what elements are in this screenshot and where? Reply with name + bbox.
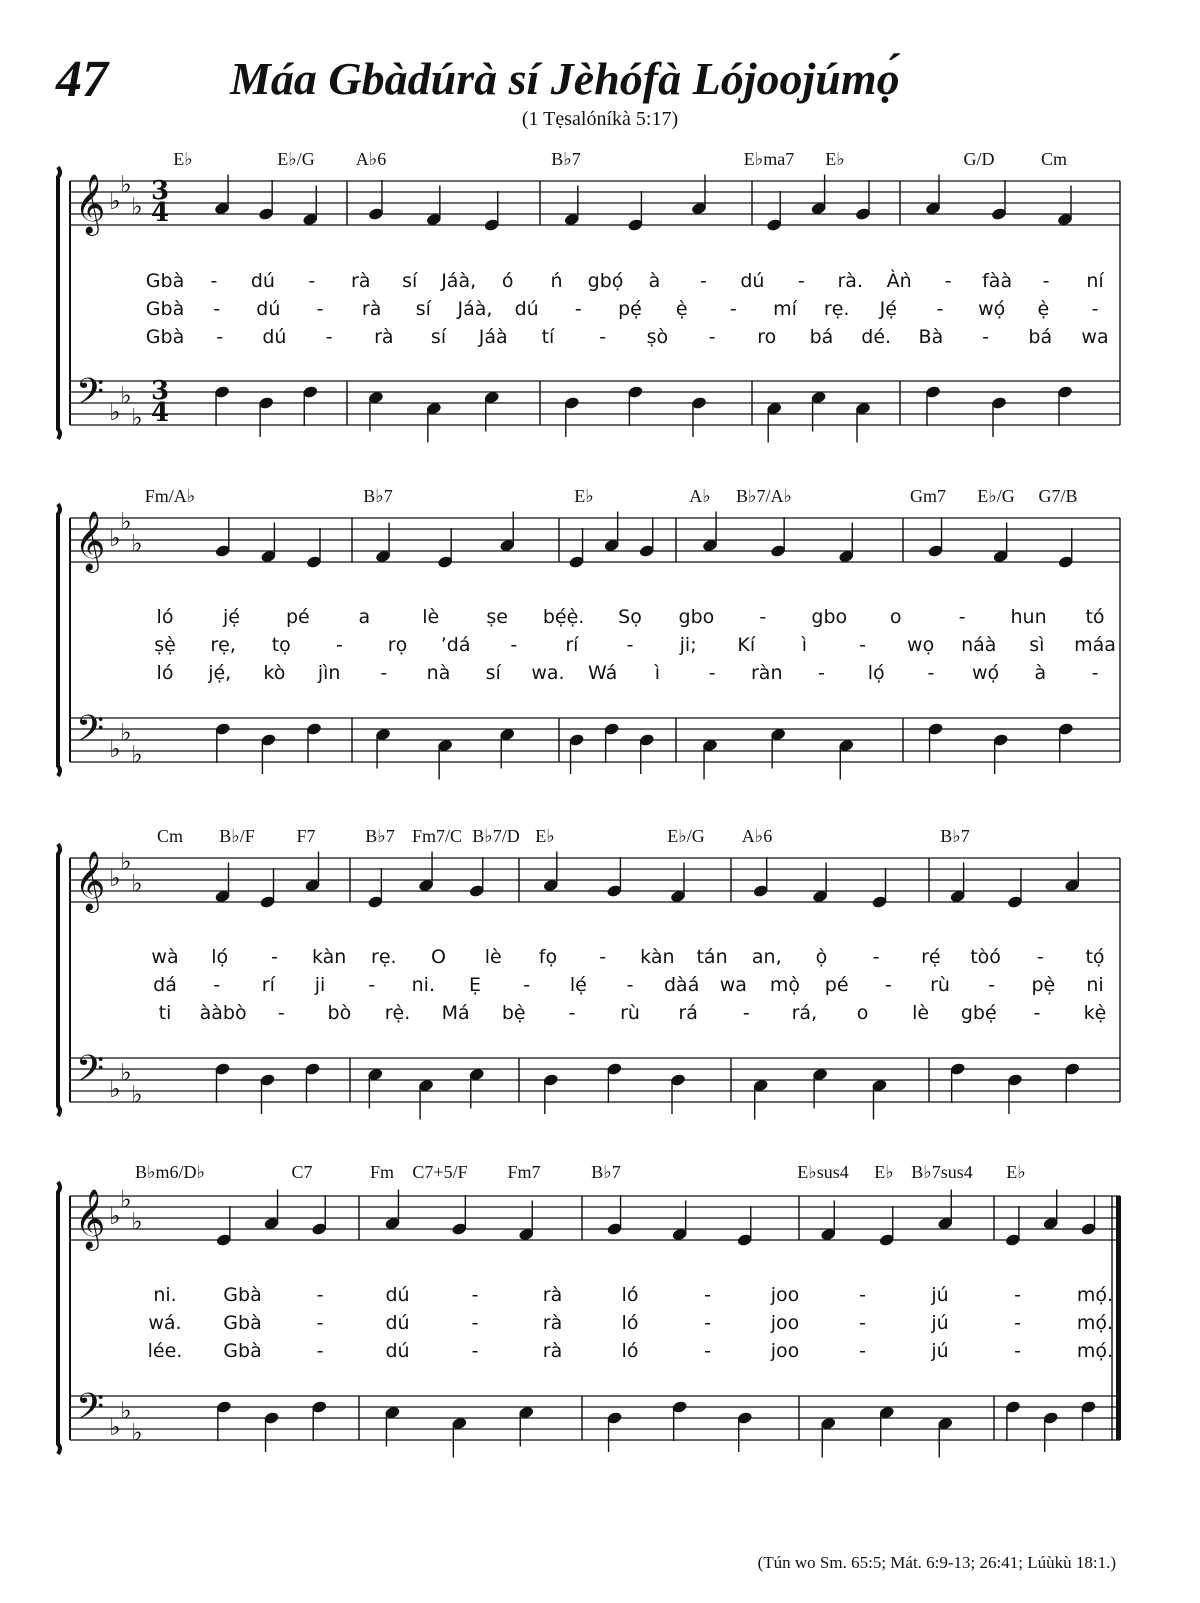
lyric-syllable: rí xyxy=(261,974,275,996)
lyric-syllable: dá xyxy=(153,974,177,996)
lyric-syllable: rá, xyxy=(791,1002,818,1024)
lyric-syllable: wọ xyxy=(907,634,935,656)
lyric-syllable: sí xyxy=(415,298,431,320)
lyric-syllable: ì xyxy=(654,662,660,684)
lyric-syllable: rẹ. xyxy=(371,946,397,968)
lyric-syllable: jú xyxy=(931,1312,949,1334)
bass-clef: 𝄢 xyxy=(75,708,105,759)
lyric-syllable: a xyxy=(358,606,371,628)
treble-clef: 𝄞 xyxy=(74,851,106,911)
lyric-syllable: - xyxy=(859,1340,866,1362)
lyric-syllable: ’dá xyxy=(440,634,471,656)
lyric-syllable: - xyxy=(936,298,944,320)
lyric-syllable: bẹ́ẹ̀. xyxy=(542,606,585,628)
lyric-syllable: dú xyxy=(385,1340,410,1362)
hymn-title: Máa Gbàdúrà sí Jèhófà Lójoojúmọ́ xyxy=(230,53,900,104)
lyric-syllable: à xyxy=(648,270,661,292)
lyric-syllable: wa xyxy=(1081,326,1109,348)
lyric-syllable: - xyxy=(270,946,278,968)
lyric-syllable: - xyxy=(729,298,737,320)
bass-clef: 𝄢 xyxy=(75,1048,105,1099)
treble-clef: 𝄞 xyxy=(74,1189,106,1249)
lyric-syllable: - xyxy=(308,270,316,292)
lyric-syllable: lẹ́ xyxy=(569,974,587,996)
chord-symbol: Fm7/C xyxy=(411,826,463,846)
lyric-syllable: - xyxy=(1033,1002,1041,1024)
lyric-syllable: rù xyxy=(930,974,950,996)
lyric-syllable: tó xyxy=(1085,606,1105,628)
lyric-syllable: sí xyxy=(485,662,501,684)
lyric-syllable: - xyxy=(1014,1340,1021,1362)
lyric-syllable: lọ́ xyxy=(867,662,885,684)
lyric-syllable: tọ xyxy=(271,634,291,656)
lyric-syllable: ni. xyxy=(411,974,436,996)
lyric-syllable: - xyxy=(699,270,707,292)
lyric-syllable: - xyxy=(1036,946,1044,968)
lyric-syllable: sí xyxy=(402,270,418,292)
chord-symbol: E♭/G xyxy=(277,149,315,169)
chord-symbol: E♭sus4 xyxy=(797,1162,849,1182)
lyric-syllable: - xyxy=(742,1002,750,1024)
chord-symbol: B♭7sus4 xyxy=(911,1162,973,1182)
lyric-syllable: - xyxy=(1091,298,1099,320)
chord-symbol: Fm7 xyxy=(507,1162,541,1182)
lyric-syllable: - xyxy=(213,974,221,996)
lyric-syllable: ni xyxy=(1086,974,1104,996)
chord-symbol: B♭7 xyxy=(363,486,393,506)
key-signature-flat: ♭ xyxy=(120,1058,132,1087)
lyric-syllable: jìn xyxy=(317,662,341,684)
lyric-syllable: - xyxy=(316,1284,324,1306)
lyric-syllable: dé. xyxy=(861,326,892,348)
chord-symbol: G/D xyxy=(963,149,995,169)
chord-symbol: E♭/G xyxy=(667,826,705,846)
lyric-syllable: jú xyxy=(931,1284,949,1306)
chord-symbol: B♭7 xyxy=(591,1162,621,1182)
key-signature-flat: ♭ xyxy=(109,1075,121,1103)
key-signature-flat: ♭ xyxy=(109,735,121,763)
chord-symbol: A♭6 xyxy=(741,826,773,846)
lyric-syllable: Àǹ xyxy=(886,270,912,292)
lyric-syllable: - xyxy=(859,1312,866,1334)
lyric-syllable: - xyxy=(368,974,376,996)
lyric-syllable: lọ́ xyxy=(211,946,229,968)
lyric-syllable: sì xyxy=(1029,634,1045,656)
lyric-syllable: rà xyxy=(542,1284,563,1306)
chord-symbol: C7+5/F xyxy=(412,1162,468,1182)
key-signature-flat: ♭ xyxy=(120,847,132,876)
lyric-syllable: wọ́ xyxy=(972,662,1000,684)
lyric-syllable: jẹ́ xyxy=(222,606,240,628)
chord-symbol: A♭6 xyxy=(355,149,387,169)
lyric-syllable: lée. xyxy=(147,1340,183,1362)
lyric-syllable: rà. xyxy=(837,270,864,292)
lyric-syllable: ààbò xyxy=(199,1002,247,1024)
lyric-syllable: - xyxy=(316,298,324,320)
lyric-syllable: kàn xyxy=(640,946,675,968)
chord-symbol: Fm/A♭ xyxy=(144,486,196,506)
lyric-syllable: pé xyxy=(824,974,849,996)
lyric-syllable: - xyxy=(1014,1312,1021,1334)
lyric-syllable: - xyxy=(704,1340,711,1362)
lyric-syllable: gbẹ́ xyxy=(960,1002,997,1024)
lyric-syllable: - xyxy=(277,1002,285,1024)
chord-symbol: Cm xyxy=(156,826,184,846)
lyric-syllable: rẹ, xyxy=(210,634,236,656)
lyric-syllable: tọ́ xyxy=(1085,946,1105,968)
lyric-syllable: - xyxy=(626,974,634,996)
lyric-syllable: lè xyxy=(484,946,502,968)
lyric-syllable: Ẹ xyxy=(468,974,482,996)
chord-symbol: Gm7 xyxy=(910,486,946,506)
time-signature-digit: 4 xyxy=(150,198,170,228)
lyric-syllable: ló xyxy=(621,1340,639,1362)
lyric-syllable: jẹ́, xyxy=(208,662,232,684)
key-signature-flat: ♭ xyxy=(131,529,143,558)
lyric-syllable: - xyxy=(316,1312,324,1334)
lyric-syllable: ṣẹ̀ xyxy=(154,634,176,656)
lyric-syllable: joo xyxy=(770,1312,800,1334)
lyric-syllable: rà xyxy=(361,298,382,320)
lyric-syllable: lè xyxy=(422,606,440,628)
lyric-syllable: mọ̀ xyxy=(769,974,801,996)
chord-symbol: E♭ xyxy=(173,149,193,169)
lyric-syllable: joo xyxy=(770,1284,800,1306)
lyric-syllable: gbo xyxy=(678,606,715,628)
lyric-syllable: Gbà xyxy=(223,1340,262,1362)
lyric-syllable: - xyxy=(316,1340,324,1362)
lyric-syllable: o xyxy=(856,1002,869,1024)
lyric-syllable: pẹ̀ xyxy=(1031,974,1056,996)
lyric-syllable: à xyxy=(1034,662,1047,684)
lyric-syllable: - xyxy=(471,1312,479,1334)
chord-symbol: E♭ xyxy=(825,149,845,169)
lyric-syllable: ti xyxy=(158,1002,172,1024)
lyric-syllable: O xyxy=(431,946,447,968)
key-signature-flat: ♭ xyxy=(120,170,132,199)
key-signature-flat: ♭ xyxy=(131,403,143,432)
lyric-syllable: rà xyxy=(542,1312,563,1334)
lyric-syllable: Má xyxy=(441,1002,470,1024)
lyric-syllable: ẹ̀ xyxy=(675,298,688,320)
system-bracket xyxy=(58,167,60,439)
lyric-syllable: wa xyxy=(719,974,747,996)
lyric-syllable: Gbà xyxy=(145,270,185,292)
lyric-syllable: dú xyxy=(385,1284,410,1306)
lyric-syllable: - xyxy=(216,326,224,348)
bass-clef: 𝄢 xyxy=(75,371,105,422)
lyric-syllable: - xyxy=(523,974,531,996)
lyric-syllable: tán xyxy=(696,946,728,968)
lyric-syllable: - xyxy=(1014,1284,1021,1306)
lyric-syllable: wà xyxy=(151,946,179,968)
lyric-syllable: rọ xyxy=(387,634,408,656)
key-signature-flat: ♭ xyxy=(120,507,132,536)
lyric-syllable: - xyxy=(335,634,343,656)
lyric-syllable: - xyxy=(1042,270,1050,292)
lyric-syllable: - xyxy=(797,270,805,292)
lyric-syllable: dú xyxy=(250,270,275,292)
lyric-syllable: Wá xyxy=(588,662,618,684)
lyric-syllable: Gbà xyxy=(145,326,185,348)
lyric-syllable: rẹ̀. xyxy=(384,1002,411,1024)
lyric-syllable: rà xyxy=(351,270,371,292)
lyric-syllable: lè xyxy=(912,1002,930,1024)
key-signature-flat: ♭ xyxy=(109,864,121,892)
lyric-syllable: - xyxy=(859,634,866,656)
key-signature-flat: ♭ xyxy=(131,1080,143,1109)
key-signature-flat: ♭ xyxy=(131,740,143,769)
chord-symbol: B♭m6/D♭ xyxy=(135,1162,205,1182)
lyric-syllable: ẹ̀ xyxy=(1037,298,1050,320)
lyric-syllable: - xyxy=(210,270,218,292)
lyric-syllable: - xyxy=(568,1002,576,1024)
chord-symbol: B♭7 xyxy=(940,826,970,846)
key-signature-flat: ♭ xyxy=(131,869,143,898)
lyric-syllable: rà xyxy=(542,1340,563,1362)
key-signature-flat: ♭ xyxy=(109,524,121,552)
lyric-syllable: kẹ̀ xyxy=(1083,1002,1107,1024)
chord-symbol: E♭/G xyxy=(977,486,1015,506)
lyric-syllable: ń xyxy=(550,270,563,292)
lyric-syllable: ọ̀ xyxy=(815,946,828,968)
footer-references: (Tún wo Sm. 65:5; Mát. 6:9-13; 26:41; Lúùkù 18:1.) xyxy=(757,1553,1116,1572)
lyric-syllable: gbo xyxy=(811,606,848,628)
lyric-syllable: - xyxy=(988,974,996,996)
final-barline-thick xyxy=(1116,1196,1121,1440)
key-signature-flat: ♭ xyxy=(120,381,132,410)
lyric-syllable: tí xyxy=(541,326,555,348)
chord-symbol: Fm xyxy=(369,1162,395,1182)
lyric-syllable: Jẹ́ xyxy=(879,298,897,320)
lyric-syllable: rí xyxy=(565,634,579,656)
lyric-syllable: wọ́ xyxy=(978,298,1006,320)
lyric-syllable: - xyxy=(599,326,607,348)
scripture-reference: (1 Tẹsalóníkà 5:17) xyxy=(521,108,679,130)
lyric-syllable: rá xyxy=(678,1002,698,1024)
chord-symbol: E♭ma7 xyxy=(743,149,795,169)
chord-symbol: E♭ xyxy=(535,826,555,846)
lyric-syllable: - xyxy=(1091,662,1099,684)
lyric-syllable: Jáà, xyxy=(441,270,477,292)
lyric-syllable: náà xyxy=(961,634,997,656)
key-signature-flat: ♭ xyxy=(109,1413,121,1441)
lyric-syllable: - xyxy=(599,946,607,968)
lyric-syllable: - xyxy=(471,1340,479,1362)
lyric-syllable: - xyxy=(958,606,966,628)
lyric-syllable: - xyxy=(325,326,333,348)
lyric-syllable: tòó xyxy=(970,946,1001,968)
key-signature-flat: ♭ xyxy=(131,192,143,221)
lyric-syllable: Gbà xyxy=(223,1312,262,1334)
lyric-syllable: - xyxy=(510,634,518,656)
lyric-syllable: - xyxy=(759,606,767,628)
lyric-syllable: mọ́. xyxy=(1076,1340,1114,1362)
lyric-syllable: sí xyxy=(430,326,447,348)
lyric-syllable: ji; xyxy=(679,634,697,656)
lyric-syllable: ló xyxy=(156,606,174,628)
lyric-syllable: dú xyxy=(256,298,281,320)
lyric-syllable: ní xyxy=(1086,270,1104,292)
bass-clef: 𝄢 xyxy=(75,1386,105,1437)
key-signature-flat: ♭ xyxy=(109,398,121,426)
chord-symbol: Cm xyxy=(1040,149,1068,169)
lyric-syllable: kò xyxy=(263,662,286,684)
system-bracket xyxy=(58,1182,60,1454)
lyric-syllable: bá xyxy=(1028,326,1053,348)
lyric-syllable: dú xyxy=(262,326,287,348)
lyric-syllable: Gbà xyxy=(145,298,185,320)
time-signature-digit: 3 xyxy=(150,376,170,406)
lyric-syllable: bẹ̀ xyxy=(501,1002,526,1024)
lyric-syllable: Jáà, xyxy=(457,298,493,320)
lyric-syllable: mọ́. xyxy=(1076,1312,1114,1334)
time-signature-digit: 3 xyxy=(150,176,170,206)
lyric-syllable: o xyxy=(889,606,902,628)
lyric-syllable: ó xyxy=(501,270,514,292)
lyric-syllable: ṣe xyxy=(486,606,508,628)
lyric-syllable: máa xyxy=(1074,634,1116,656)
chord-symbol: C7 xyxy=(291,1162,313,1182)
key-signature-flat: ♭ xyxy=(109,187,121,215)
lyric-syllable: rà xyxy=(374,326,394,348)
lyric-syllable: - xyxy=(708,662,716,684)
lyric-syllable: ji xyxy=(314,974,326,996)
lyric-syllable: - xyxy=(982,326,990,348)
lyric-syllable: fàà xyxy=(982,270,1013,292)
lyric-syllable: - xyxy=(626,634,634,656)
treble-clef: 𝄞 xyxy=(74,511,106,571)
lyric-syllable: mọ́. xyxy=(1076,1284,1114,1306)
lyric-syllable: dú xyxy=(385,1312,410,1334)
lyric-syllable: - xyxy=(859,1284,866,1306)
system-bracket xyxy=(58,504,60,776)
lyric-syllable: dú xyxy=(740,270,765,292)
chord-symbol: G7/B xyxy=(1038,486,1078,506)
lyric-syllable: pé xyxy=(285,606,310,628)
lyric-syllable: wá. xyxy=(148,1312,182,1334)
lyric-syllable: bá xyxy=(809,326,834,348)
lyric-syllable: wa. xyxy=(531,662,565,684)
key-signature-flat: ♭ xyxy=(109,1202,121,1230)
lyric-syllable: ló xyxy=(621,1312,639,1334)
lyric-syllable: bò xyxy=(327,1002,352,1024)
key-signature-flat: ♭ xyxy=(131,1418,143,1447)
lyric-syllable: ni. xyxy=(153,1284,177,1306)
lyric-syllable: - xyxy=(704,1284,711,1306)
lyric-syllable: - xyxy=(818,662,825,684)
lyric-syllable: an, xyxy=(751,946,782,968)
key-signature-flat: ♭ xyxy=(120,718,132,747)
lyric-syllable: Gbà xyxy=(223,1284,262,1306)
lyric-syllable: ì xyxy=(801,634,808,656)
lyric-syllable: - xyxy=(872,946,880,968)
chord-symbol: E♭ xyxy=(1006,1162,1026,1182)
treble-clef: 𝄞 xyxy=(74,174,106,234)
lyric-syllable: ro xyxy=(757,326,777,348)
lyric-syllable: Jáà xyxy=(478,326,508,348)
key-signature-flat: ♭ xyxy=(120,1396,132,1425)
lyric-syllable: ló xyxy=(621,1284,639,1306)
chord-symbol: A♭ xyxy=(689,486,711,506)
lyric-syllable: pẹ́ xyxy=(618,298,642,320)
lyric-syllable: - xyxy=(704,1312,711,1334)
lyric-syllable: mí xyxy=(773,298,797,320)
lyric-syllable: ràn xyxy=(751,662,783,684)
lyric-syllable: fọ xyxy=(538,946,558,968)
chord-symbol: F7 xyxy=(296,826,316,846)
lyric-syllable: gbọ́ xyxy=(587,270,624,292)
hymn-number: 47 xyxy=(56,51,108,108)
lyric-syllable: - xyxy=(944,270,952,292)
lyric-syllable: ṣò xyxy=(646,326,669,348)
chord-symbol: B♭7 xyxy=(365,826,395,846)
chord-symbol: B♭7 xyxy=(551,149,581,169)
key-signature-flat: ♭ xyxy=(120,1185,132,1214)
lyric-syllable: - xyxy=(708,326,716,348)
lyric-syllable: jú xyxy=(931,1340,949,1362)
chord-symbol: B♭7/A♭ xyxy=(736,486,792,506)
lyric-syllable: rẹ́ xyxy=(921,946,941,968)
lyric-syllable: nà xyxy=(426,662,451,684)
system-4 xyxy=(58,1182,1121,1458)
lyric-syllable: Sọ xyxy=(618,606,642,628)
lyric-syllable: hun xyxy=(1010,606,1047,628)
lyric-syllable: - xyxy=(471,1284,479,1306)
lyric-syllable: dú xyxy=(514,298,539,320)
lyric-syllable: Kí xyxy=(737,634,756,656)
lyric-syllable: ló xyxy=(156,662,174,684)
lyric-syllable: kàn xyxy=(311,946,347,968)
chord-symbol: B♭/F xyxy=(219,826,255,846)
key-signature-flat: ♭ xyxy=(131,1207,143,1236)
chord-symbol: E♭ xyxy=(574,486,594,506)
lyric-syllable: Bà xyxy=(918,326,944,348)
time-signature-digit: 4 xyxy=(150,398,170,428)
chord-symbol: B♭7/D xyxy=(472,826,520,846)
lyric-syllable: rù xyxy=(620,1002,640,1024)
system-bracket xyxy=(58,844,60,1116)
lyric-syllable: dàá xyxy=(663,974,700,996)
lyric-syllable: joo xyxy=(770,1340,800,1362)
lyric-syllable: - xyxy=(574,298,582,320)
chord-symbol: E♭ xyxy=(874,1162,894,1182)
lyric-syllable: rẹ. xyxy=(823,298,850,320)
lyric-syllable: - xyxy=(884,974,892,996)
lyric-syllable: - xyxy=(927,662,935,684)
lyric-syllable: - xyxy=(380,662,388,684)
lyric-syllable: - xyxy=(213,298,221,320)
